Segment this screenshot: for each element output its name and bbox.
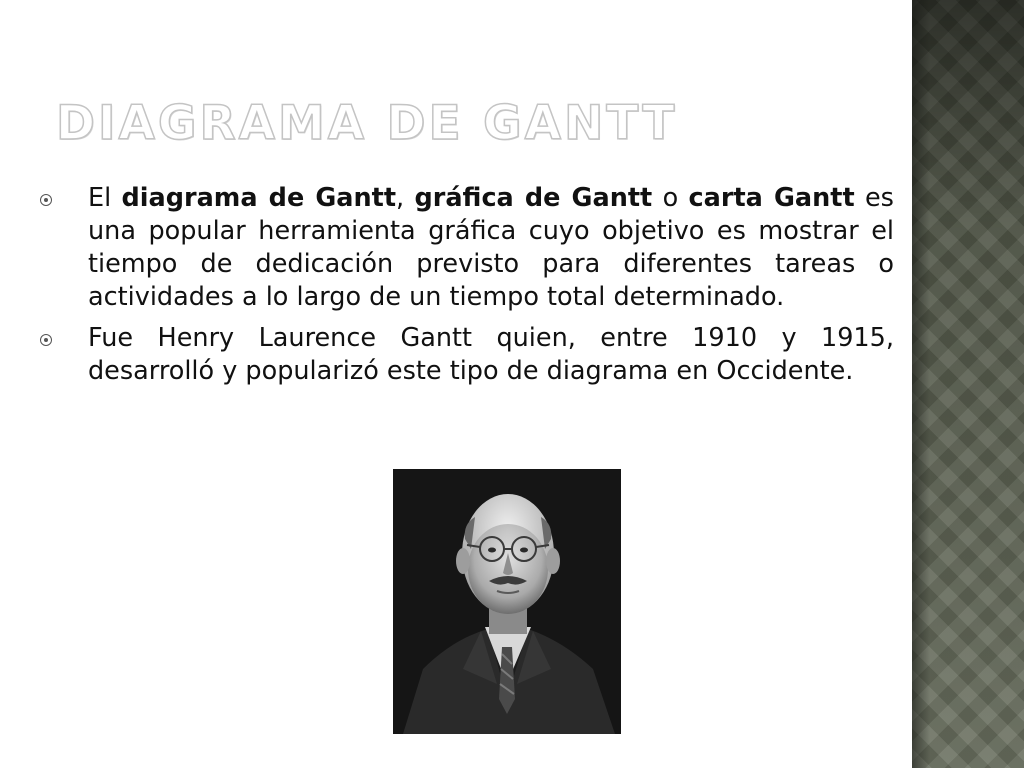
bullet-list [38, 182, 894, 396]
bullet-text [88, 183, 894, 312]
text-segment: es una popular herramienta gráfica cuyo objetivo es mostrar el tiempo de dedicación previsto para diferentes tareas o actividades a lo largo de un tiempo total determinado. [88, 183, 894, 312]
decorative-side-band [912, 0, 1024, 768]
bullet-item-gantt-history [38, 322, 894, 388]
text-segment: El [88, 183, 122, 213]
portrait-illustration [393, 469, 621, 734]
bullet-icon [40, 194, 52, 206]
bullet-icon [40, 334, 52, 346]
text-segment-bold: gráfica de Gantt [414, 183, 653, 213]
text-segment: , [396, 183, 415, 213]
bullet-item-gantt-definition [38, 182, 894, 314]
text-segment: Fue Henry Laurence Gantt quien, entre 1910 y 1915, desarrolló y popularizó este tipo de diagrama en Occidente. [88, 323, 894, 386]
portrait-photo [393, 469, 621, 734]
slide-title: DIAGRAMA DE GANTT [56, 96, 678, 151]
bullet-text [88, 323, 894, 386]
text-segment: o [652, 183, 689, 213]
text-segment-bold: carta Gantt [688, 183, 855, 213]
text-segment-bold: diagrama de Gantt [121, 183, 397, 213]
